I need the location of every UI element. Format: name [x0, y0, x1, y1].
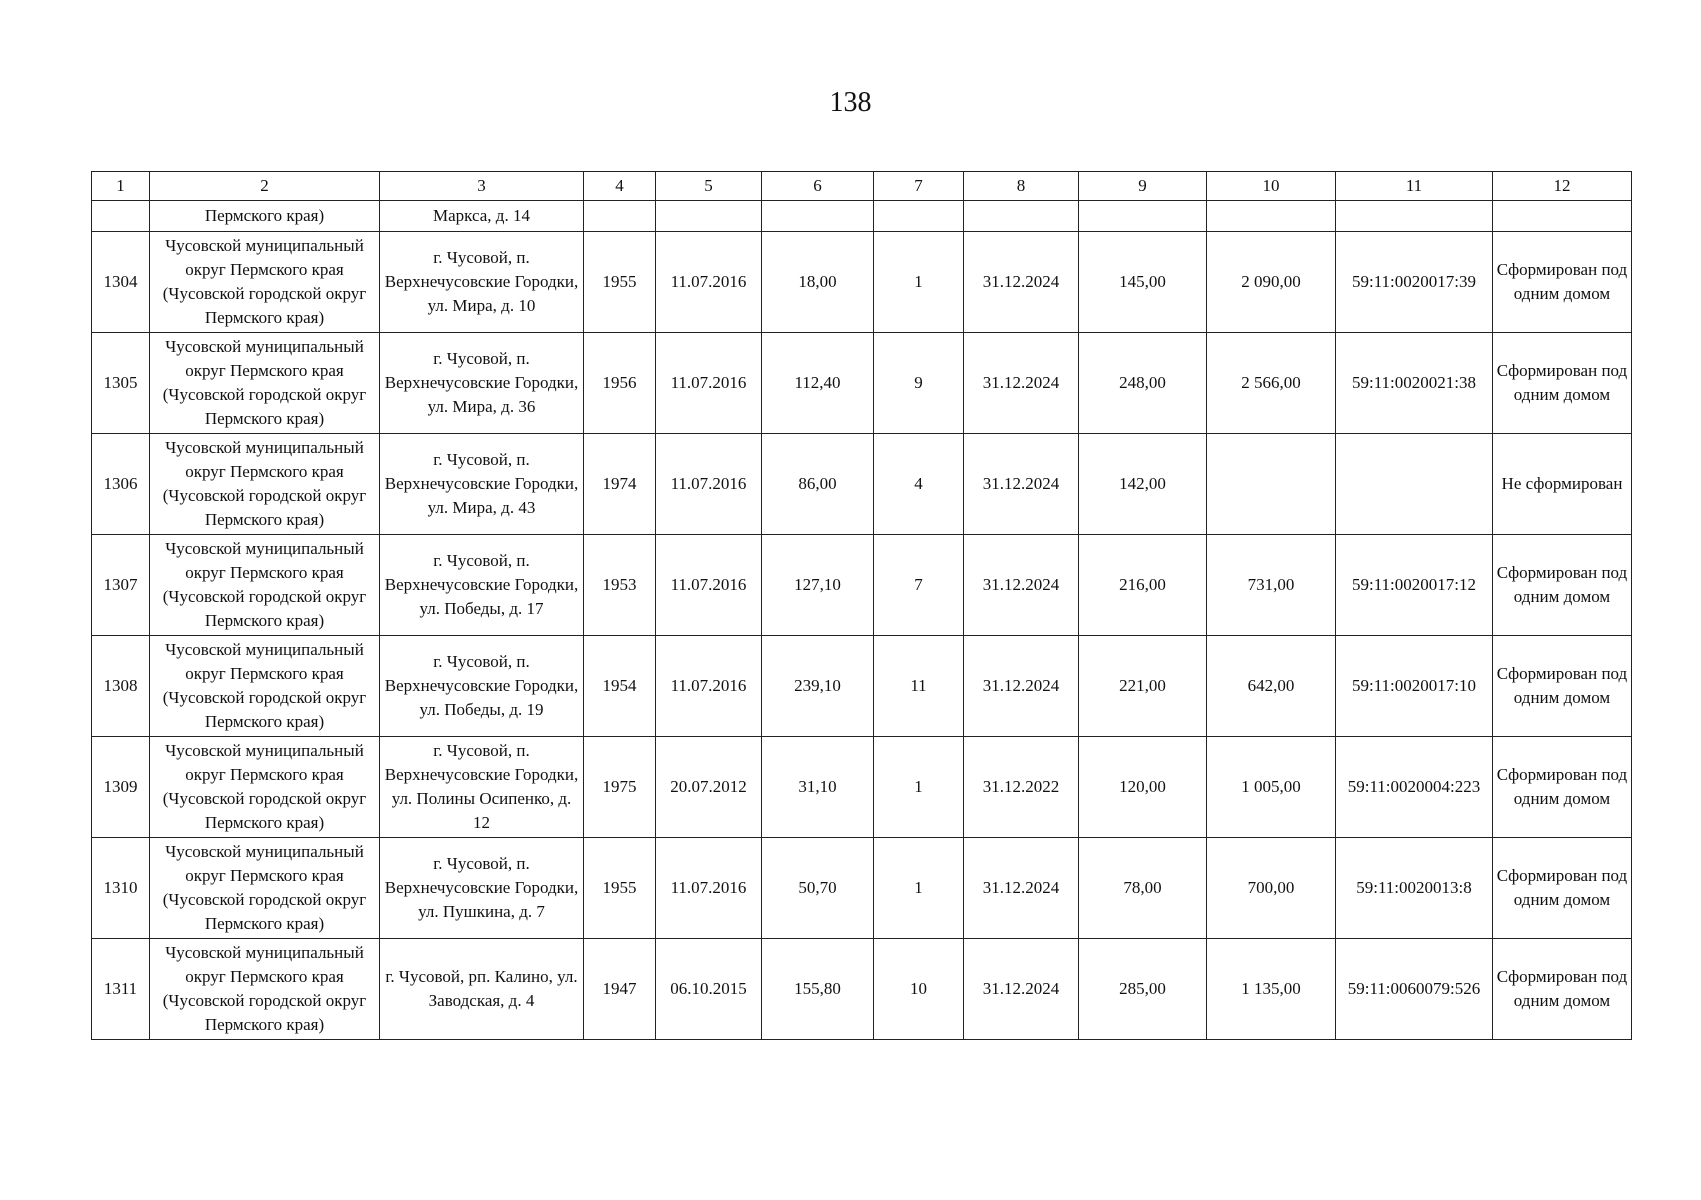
status-cell: Сформирован под одним домом — [1493, 838, 1632, 939]
table-cell — [1493, 201, 1632, 232]
cadastral-number-cell: 59:11:0060079:526 — [1336, 939, 1493, 1040]
land-area-cell: 248,00 — [1079, 333, 1207, 434]
address-cell: г. Чусовой, п. Верхнечусовские Городки, ул. Пушкина, д. 7 — [380, 838, 584, 939]
column-header: 7 — [874, 172, 964, 201]
district-cell: Чусовской муниципальный округ Пермского края (Чусовской городской округ Пермского края) — [150, 939, 380, 1040]
people-cell: 1 — [874, 232, 964, 333]
row-number-cell: 1304 — [92, 232, 150, 333]
table-cell — [1079, 201, 1207, 232]
cadastral-number-cell: 59:11:0020004:223 — [1336, 737, 1493, 838]
area-cell: 155,80 — [762, 939, 874, 1040]
deadline-cell: 31.12.2024 — [964, 232, 1079, 333]
housing-registry-table — [91, 171, 1632, 1040]
year-cell: 1947 — [584, 939, 656, 1040]
land-area-cell: 285,00 — [1079, 939, 1207, 1040]
status-cell: Не сформирован — [1493, 434, 1632, 535]
deadline-cell: 31.12.2022 — [964, 737, 1079, 838]
cadastral-number-cell: 59:11:0020017:12 — [1336, 535, 1493, 636]
district-cell: Чусовской муниципальный округ Пермского края (Чусовской городской округ Пермского края) — [150, 232, 380, 333]
land-area-cell: 142,00 — [1079, 434, 1207, 535]
cadastral-number-cell: 59:11:0020017:39 — [1336, 232, 1493, 333]
people-cell: 7 — [874, 535, 964, 636]
deadline-cell: 31.12.2024 — [964, 434, 1079, 535]
district-cell: Чусовской муниципальный округ Пермского края (Чусовской городской округ Пермского края) — [150, 434, 380, 535]
table-cell: Маркса, д. 14 — [380, 201, 584, 232]
people-cell: 4 — [874, 434, 964, 535]
plot-area-cell: 731,00 — [1207, 535, 1336, 636]
people-cell: 1 — [874, 737, 964, 838]
people-cell: 10 — [874, 939, 964, 1040]
people-cell: 11 — [874, 636, 964, 737]
column-header: 2 — [150, 172, 380, 201]
cadastral-number-cell: 59:11:0020013:8 — [1336, 838, 1493, 939]
table-cell — [584, 201, 656, 232]
column-header: 12 — [1493, 172, 1632, 201]
address-cell: г. Чусовой, п. Верхнечусовские Городки, ул. Победы, д. 17 — [380, 535, 584, 636]
column-header: 1 — [92, 172, 150, 201]
table-cell: Пермского края) — [150, 201, 380, 232]
table-cell — [656, 201, 762, 232]
table-row — [92, 636, 1632, 737]
address-cell: г. Чусовой, п. Верхнечусовские Городки, ул. Победы, д. 19 — [380, 636, 584, 737]
table-cell — [1207, 201, 1336, 232]
address-cell: г. Чусовой, п. Верхнечусовские Городки, ул. Мира, д. 10 — [380, 232, 584, 333]
year-cell: 1953 — [584, 535, 656, 636]
column-header: 5 — [656, 172, 762, 201]
table-cell — [762, 201, 874, 232]
area-cell: 18,00 — [762, 232, 874, 333]
deadline-cell: 31.12.2024 — [964, 333, 1079, 434]
row-number-cell: 1311 — [92, 939, 150, 1040]
column-header: 11 — [1336, 172, 1493, 201]
column-header: 8 — [964, 172, 1079, 201]
plot-area-cell: 642,00 — [1207, 636, 1336, 737]
status-cell: Сформирован под одним домом — [1493, 232, 1632, 333]
year-cell: 1954 — [584, 636, 656, 737]
people-cell: 1 — [874, 838, 964, 939]
land-area-cell: 216,00 — [1079, 535, 1207, 636]
year-cell: 1975 — [584, 737, 656, 838]
row-number-cell: 1308 — [92, 636, 150, 737]
date-cell: 11.07.2016 — [656, 636, 762, 737]
table-row — [92, 939, 1632, 1040]
table-row — [92, 737, 1632, 838]
table-cell — [874, 201, 964, 232]
people-cell: 9 — [874, 333, 964, 434]
address-cell: г. Чусовой, п. Верхнечусовские Городки, ул. Мира, д. 43 — [380, 434, 584, 535]
district-cell: Чусовской муниципальный округ Пермского края (Чусовской городской округ Пермского края) — [150, 333, 380, 434]
district-cell: Чусовской муниципальный округ Пермского края (Чусовской городской округ Пермского края) — [150, 636, 380, 737]
plot-area-cell — [1207, 434, 1336, 535]
column-header: 6 — [762, 172, 874, 201]
cadastral-number-cell: 59:11:0020021:38 — [1336, 333, 1493, 434]
year-cell: 1974 — [584, 434, 656, 535]
land-area-cell: 221,00 — [1079, 636, 1207, 737]
row-number-cell: 1305 — [92, 333, 150, 434]
page-number: 138 — [829, 87, 872, 118]
continuation-row — [92, 201, 1632, 232]
date-cell: 06.10.2015 — [656, 939, 762, 1040]
row-number-cell: 1310 — [92, 838, 150, 939]
date-cell: 11.07.2016 — [656, 232, 762, 333]
area-cell: 112,40 — [762, 333, 874, 434]
address-cell: г. Чусовой, рп. Калино, ул. Заводская, д. 4 — [380, 939, 584, 1040]
column-header: 10 — [1207, 172, 1336, 201]
table-row — [92, 838, 1632, 939]
plot-area-cell: 700,00 — [1207, 838, 1336, 939]
area-cell: 239,10 — [762, 636, 874, 737]
status-cell: Сформирован под одним домом — [1493, 939, 1632, 1040]
column-header: 9 — [1079, 172, 1207, 201]
row-number-cell: 1306 — [92, 434, 150, 535]
row-number-cell: 1309 — [92, 737, 150, 838]
year-cell: 1956 — [584, 333, 656, 434]
table-row — [92, 232, 1632, 333]
plot-area-cell: 2 090,00 — [1207, 232, 1336, 333]
area-cell: 50,70 — [762, 838, 874, 939]
district-cell: Чусовской муниципальный округ Пермского края (Чусовской городской округ Пермского края) — [150, 838, 380, 939]
area-cell: 127,10 — [762, 535, 874, 636]
column-header: 4 — [584, 172, 656, 201]
status-cell: Сформирован под одним домом — [1493, 333, 1632, 434]
deadline-cell: 31.12.2024 — [964, 535, 1079, 636]
date-cell: 11.07.2016 — [656, 434, 762, 535]
table-cell — [1336, 201, 1493, 232]
area-cell: 31,10 — [762, 737, 874, 838]
column-number-row — [92, 172, 1632, 201]
district-cell: Чусовской муниципальный округ Пермского края (Чусовской городской округ Пермского края) — [150, 737, 380, 838]
row-number-cell: 1307 — [92, 535, 150, 636]
date-cell: 20.07.2012 — [656, 737, 762, 838]
land-area-cell: 78,00 — [1079, 838, 1207, 939]
status-cell: Сформирован под одним домом — [1493, 636, 1632, 737]
land-area-cell: 120,00 — [1079, 737, 1207, 838]
date-cell: 11.07.2016 — [656, 838, 762, 939]
table-cell — [964, 201, 1079, 232]
status-cell: Сформирован под одним домом — [1493, 535, 1632, 636]
table-row — [92, 434, 1632, 535]
cadastral-number-cell: 59:11:0020017:10 — [1336, 636, 1493, 737]
status-cell: Сформирован под одним домом — [1493, 737, 1632, 838]
land-area-cell: 145,00 — [1079, 232, 1207, 333]
deadline-cell: 31.12.2024 — [964, 636, 1079, 737]
cadastral-number-cell — [1336, 434, 1493, 535]
date-cell: 11.07.2016 — [656, 333, 762, 434]
area-cell: 86,00 — [762, 434, 874, 535]
table-cell — [92, 201, 150, 232]
year-cell: 1955 — [584, 232, 656, 333]
plot-area-cell: 2 566,00 — [1207, 333, 1336, 434]
date-cell: 11.07.2016 — [656, 535, 762, 636]
address-cell: г. Чусовой, п. Верхнечусовские Городки, ул. Полины Осипенко, д. 12 — [380, 737, 584, 838]
address-cell: г. Чусовой, п. Верхнечусовские Городки, ул. Мира, д. 36 — [380, 333, 584, 434]
plot-area-cell: 1 005,00 — [1207, 737, 1336, 838]
deadline-cell: 31.12.2024 — [964, 939, 1079, 1040]
plot-area-cell: 1 135,00 — [1207, 939, 1336, 1040]
column-header: 3 — [380, 172, 584, 201]
district-cell: Чусовской муниципальный округ Пермского края (Чусовской городской округ Пермского края) — [150, 535, 380, 636]
year-cell: 1955 — [584, 838, 656, 939]
table-row — [92, 535, 1632, 636]
deadline-cell: 31.12.2024 — [964, 838, 1079, 939]
table-row — [92, 333, 1632, 434]
